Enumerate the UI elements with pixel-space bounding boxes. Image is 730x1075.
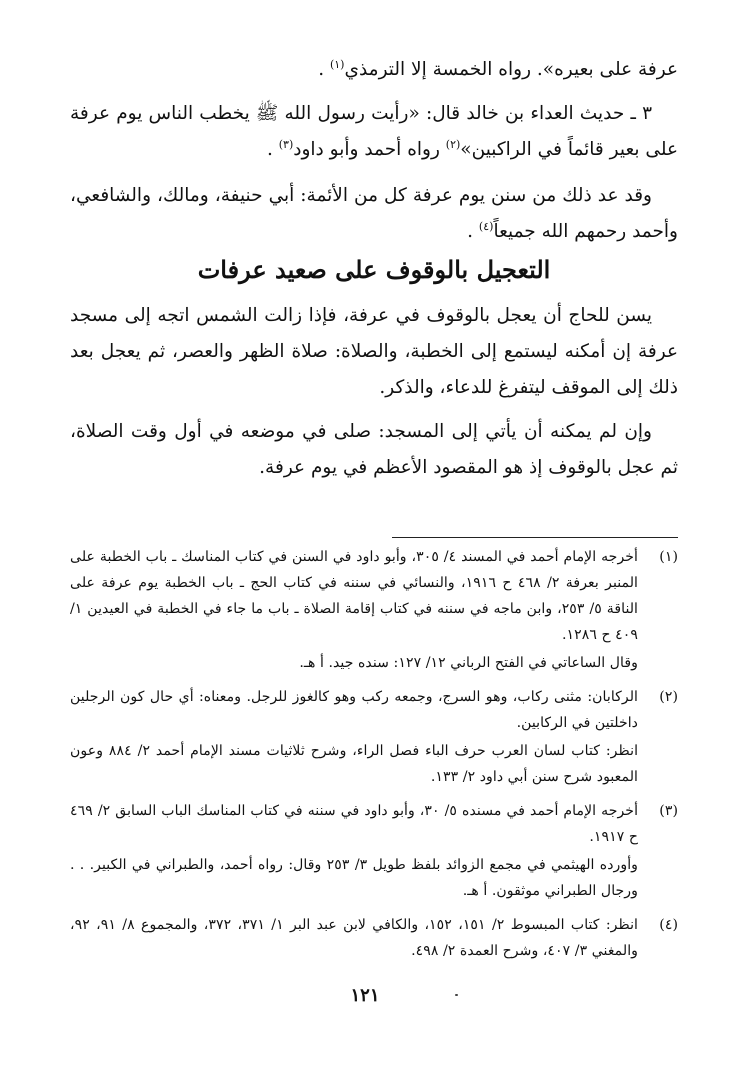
footnote-number: (١) [659, 549, 678, 565]
footnotes [70, 544, 678, 972]
footnote-body [70, 912, 638, 966]
punctuation: . [266, 139, 279, 160]
footnote-body [70, 684, 638, 792]
section-heading: التعجيل بالوقوف على صعيد عرفات [197, 255, 551, 284]
footnote-item [70, 684, 678, 792]
paragraph-text: ٣ ـ حديث العداء بن خالد قال: «رأيت رسول الله ﷺ يخطب الناس يوم عرفة على بعير قائماً في الراكبين» [70, 103, 678, 160]
footnote-text: الركابان: مثنى ركاب، وهو السرج، وجمعه ركب وهو كالغوز للرجل. ومعناه: أي حال كون الرجلين داخلتين في الركابين. [70, 689, 638, 731]
footnote-item [70, 912, 678, 966]
footnote-number: (٤) [659, 917, 678, 933]
footnote-text: انظر: كتاب المبسوط ٢/ ١٥١، ١٥٢، والكافي لابن عبد البر ١/ ٣٧١، ٣٧٢، والمجموع ٨/ ٩١، ٩٢، والمغني ٣/ ٤٠٧، وشرح العمدة ٢/ ٤٩٨. [70, 917, 638, 959]
footnote-ref[interactable]: (٢) [445, 137, 461, 151]
footnote-text: أخرجه الإمام أحمد في مسنده ٥/ ٣٠، وأبو داود في سننه في كتاب المناسك الباب السابق ٢/ ٤٦٩ ح ١٩١٧. [70, 803, 639, 845]
footnote-text: أخرجه الإمام أحمد في المسند ٤/ ٣٠٥، وأبو داود في السنن في كتاب المناسك ـ باب الخطبة على المنبر بعرفة ٢/ ٤٦٨ ح ١٩١٦، والنسائي في سننه في كتاب الحج ـ باب الخطبة يوم عرفة على الناقة ٥/ ٢٥٣، وابن ماجه في سننه في كتاب إقامة الصلاة ـ باب ما جاء في الخطبة في العيدين ١/ ٤٠٩ ح ١٢٨٦. [70, 549, 638, 643]
section-paragraph: وإن لم يمكنه أن يأتي إلى المسجد: صلى في موضعه في أول وقت الصلاة، ثم عجل بالوقوف إذ هو المقصود الأعظم في يوم عرفة. [70, 421, 678, 478]
paragraph-text: وقد عد ذلك من سنن يوم عرفة كل من الأئمة: أبي حنيفة، ومالك، والشافعي، وأحمد رحمهم الله جميعاً [70, 185, 678, 242]
punctuation: . [467, 221, 479, 242]
print-speck [455, 994, 458, 996]
footnote-number: (٣) [659, 803, 678, 819]
paragraph-continuation [70, 52, 678, 88]
paragraph-text: عرفة على بعيره». رواه الخمسة إلا الترمذي [344, 59, 678, 80]
paragraph-imams [70, 178, 678, 250]
footnote-ref[interactable]: (٤) [478, 219, 494, 233]
opening-text [70, 52, 678, 250]
footnote-ref[interactable]: (٣) [278, 137, 294, 151]
section-text [70, 298, 678, 486]
footnote-item [70, 798, 678, 906]
paragraph-text: رواه أحمد وأبو داود [293, 139, 446, 160]
footnote-item [70, 544, 678, 678]
footnote-number: (٢) [659, 689, 678, 705]
page-number: ١٢١ [350, 985, 380, 1006]
footnote-ref[interactable]: (١) [329, 57, 345, 71]
paragraph-hadith [70, 96, 678, 168]
footnote-body [70, 544, 638, 678]
footnote-separator [392, 537, 678, 538]
footnote-text: وقال الساعاتي في الفتح الرباني ١٢/ ١٢٧: سنده جيد. أ هـ. [299, 655, 638, 671]
footnote-text: انظر: كتاب لسان العرب حرف الباء فصل الراء، وشرح ثلاثيات مسند الإمام أحمد ٢/ ٨٨٤ وعون المعبود شرح سنن أبي داود ٢/ ١٣٣. [70, 743, 639, 785]
section-paragraph: يسن للحاج أن يعجل بالوقوف في عرفة، فإذا زالت الشمس اتجه إلى مسجد عرفة إن أمكنه ليستمع إلى الخطبة، والصلاة: صلاة الظهر والعصر، ثم يعجل بعد ذلك إلى الموقف ليتفرغ للدعاء، والذكر. [70, 305, 678, 398]
footnote-text: وأورده الهيثمي في مجمع الزوائد بلفظ طويل ٣/ ٢٥٣ وقال: رواه أحمد، والطبراني في الكبير. . . ورجال الطبراني موثقون. أ هـ. [70, 857, 639, 899]
footnote-body [70, 798, 638, 906]
punctuation: . [318, 59, 330, 80]
